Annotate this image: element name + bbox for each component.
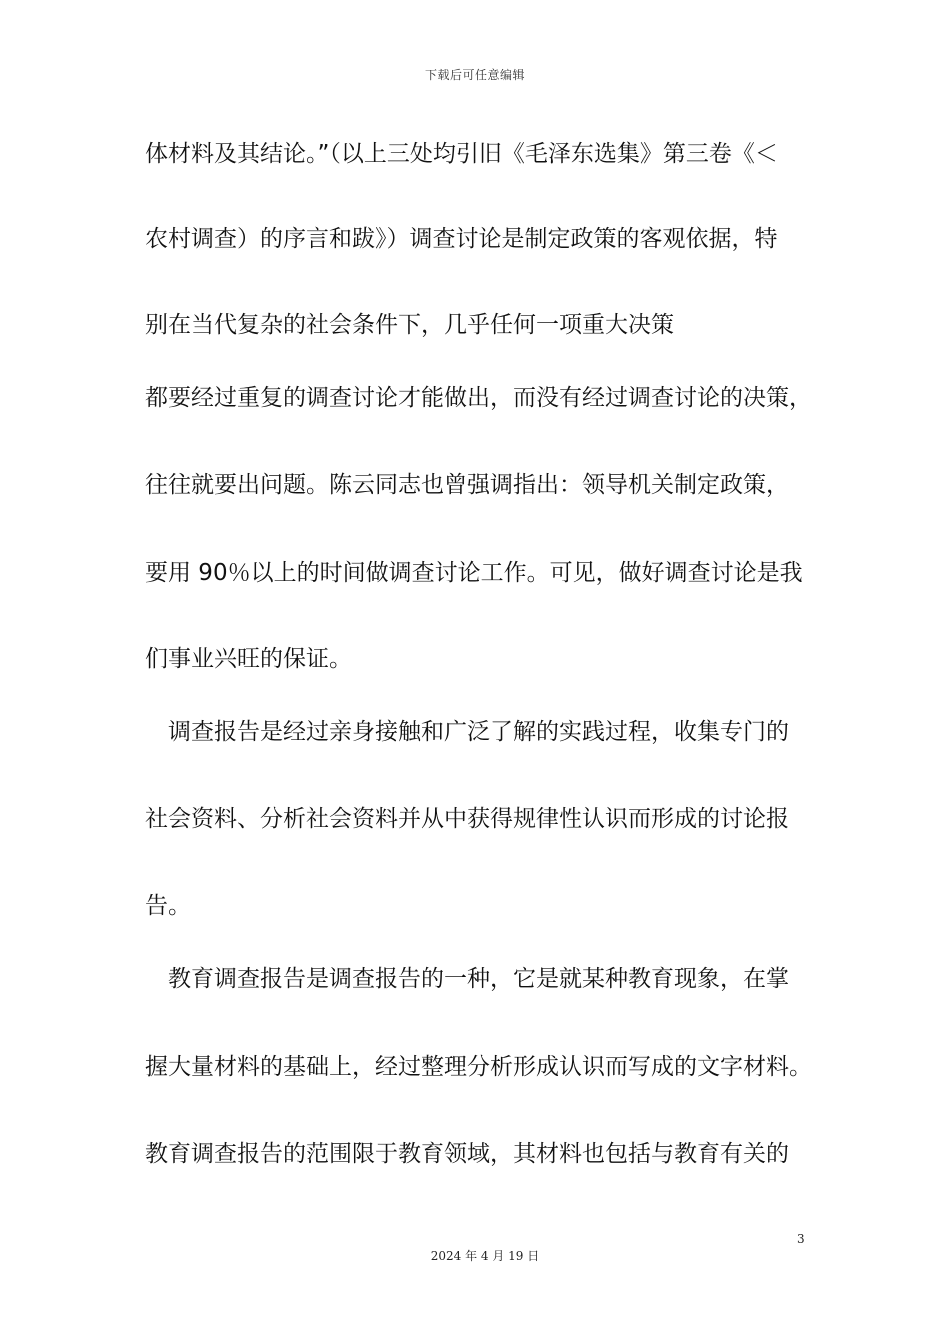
body-line: 握大量材料的基础上，经过整理分析形成认识而写成的文字材料。 <box>145 1054 812 1080</box>
body-line: 教育调查报告是调查报告的一种，它是就某种教育现象，在掌 <box>168 966 789 992</box>
page-header: 下载后可任意编辑 <box>424 68 525 82</box>
body-line: 教育调查报告的范围限于教育领域，其材料也包括与教育有关的 <box>145 1141 789 1167</box>
body-line: 社会资料、分析社会资料并从中获得规律性认识而形成的讨论报 <box>145 806 789 832</box>
body-line: 们事业兴旺的保证。 <box>145 646 352 672</box>
body-line: 调查报告是经过亲身接触和广泛了解的实践过程，收集专门的 <box>168 719 789 745</box>
body-line: 别在当代复杂的社会条件下，几乎任何一项重大决策 <box>145 312 674 338</box>
body-line: 告。 <box>145 893 191 919</box>
body-line: 要用 90％以上的时间做调查讨论工作。可见，做好调查讨论是我 <box>145 560 803 586</box>
page-number: 3 <box>797 1232 805 1246</box>
body-line: 农村调查）的序言和跋》）调查讨论是制定政策的客观依据，特 <box>145 226 778 252</box>
body-line: 往往就要出问题。陈云同志也曾强调指出：领导机关制定政策， <box>145 472 789 498</box>
body-line: 都要经过重复的调查讨论才能做出，而没有经过调查讨论的决策， <box>145 385 812 411</box>
body-line: 体材料及其结论。”（以上三处均引旧《毛泽东选集》第三卷《＜ <box>145 141 778 167</box>
footer-date: 2024 年 4 月 19 日 <box>430 1249 540 1263</box>
